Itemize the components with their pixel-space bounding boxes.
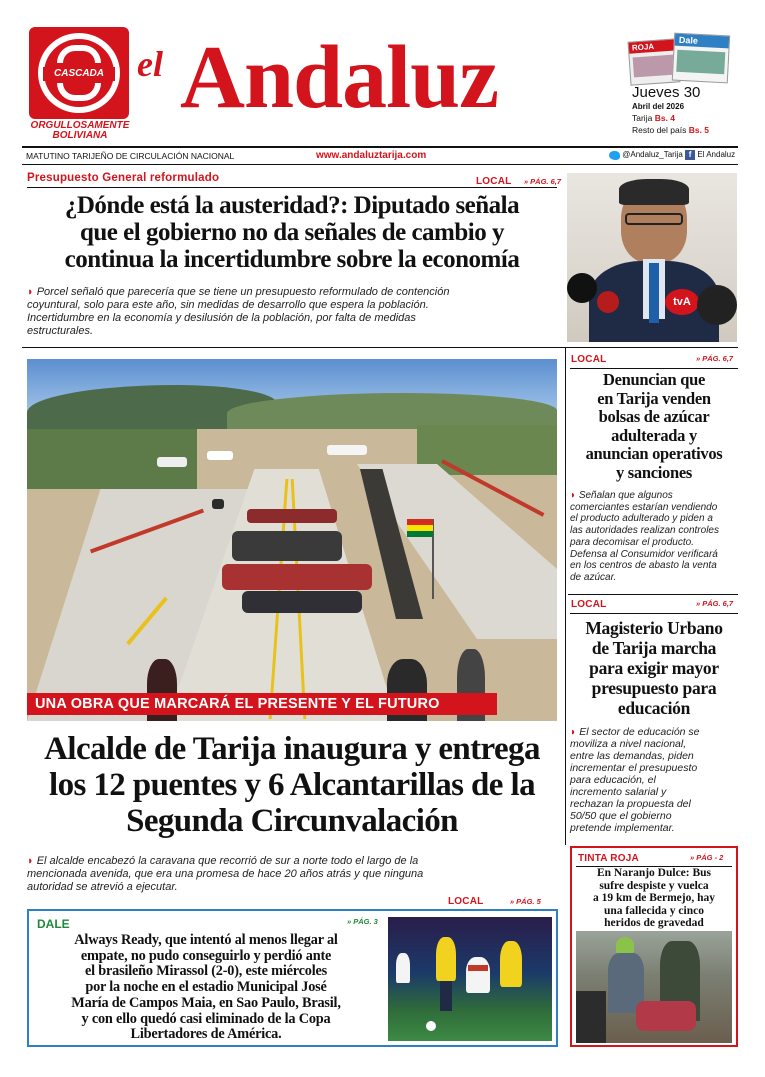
lead-kicker: Presupuesto General reformulado [27, 172, 220, 184]
dale-text: Always Ready, que intentó al menos llegar al empate, no pudo conseguirlo y perdió ante el brasileño Mirassol (2-0), este miércoles por la noche en el estadio Municipal José María de Campos Maia, en Sao Paulo, Brasil, y con ello quedó casi eliminado de la Copa Libertadores de América. [71, 932, 341, 1043]
mini-cover-roja: ROJA [629, 39, 678, 53]
side2-headline[interactable]: Magisterio Urbano de Tarija marcha para exigir mayor presupuesto para educación [585, 618, 723, 718]
dale-section: DALE [37, 917, 70, 931]
lead-section: LOCAL » PÁG. 6,7 [476, 176, 562, 187]
main-photo[interactable] [27, 359, 557, 721]
side1-summary: ◗ Señalan que algunos comerciantes estarían vendiendo el producto adulterado y piden a las autoridades realizan controles para decomisar el producto. Defensa al Consumidor verificará en los centros de abasto la venta de azúcar. [570, 490, 719, 583]
mini-covers[interactable] [629, 34, 729, 84]
dale-box[interactable] [27, 909, 558, 1047]
tinta-page: » PÁG - 2 [690, 853, 724, 862]
twitter-handle: @Andaluz_Tarija [622, 150, 683, 160]
side1-page: » PÁG. 6,7 [696, 354, 734, 363]
dale-page: » PÁG. 3 [347, 917, 378, 926]
deputy-photo[interactable] [567, 173, 737, 342]
tinta-section: TINTA ROJA [578, 853, 639, 864]
main-headline[interactable]: Alcalde de Tarija inaugura y entrega los 12 puentes y 6 Alcantarillas de la Segunda Circunvalación [44, 731, 540, 839]
main-summary: ◗ El alcalde encabezó la caravana que recorrió de sur a norte todo el largo de la mencionada avenida, que era una promesa de hace 20 años atrás y que ninguna autoridad se atrevió a ejecutar. [27, 855, 424, 893]
accident-photo[interactable] [576, 931, 732, 1043]
slogan: ORGULLOSAMENTE BOLIVIANA [30, 120, 130, 141]
tinta-roja-box[interactable] [570, 846, 738, 1047]
side-story-sugar[interactable] [570, 350, 740, 590]
lead-headline[interactable]: ¿Dónde está la austeridad?: Diputado señala que el gobierno no da señales de cambio y continua la incertidumbre sobre la economía [64, 192, 520, 273]
tv-mic-label: tvA [665, 289, 699, 315]
side2-summary: ◗ El sector de educación se moviliza a nivel nacional, entre las demandas, piden incrementar el presupuesto para educación, el incremento salarial y rechazan la propuesta del 50/50 que el gobierno pretende implementar. [570, 726, 700, 834]
main-photo-banner: UNA OBRA QUE MARCARÁ EL PRESENTE Y EL FUTURO [27, 693, 497, 715]
lead-summary: ◗ Porcel señaló que parecería que se tiene un presupuesto reformulado de contención coyuntural, solo para este año, sin medidas de desarrollo que espera la población. Incertidumbre en la economía y desilusión de la población, por falta de medidas estructurales. [27, 286, 450, 337]
title-prefix: el [137, 44, 163, 84]
social-links[interactable] [609, 150, 735, 160]
facebook-icon: f [685, 150, 695, 160]
masthead [0, 0, 765, 165]
twitter-icon [609, 151, 620, 160]
lead-story[interactable] [0, 166, 765, 346]
newspaper-title[interactable]: Andaluz [180, 28, 499, 127]
tagline: MATUTINO TARIJEÑO DE CIRCULACIÓN NACIONAL [26, 151, 235, 161]
price-local: Tarija Bs. 4 [632, 113, 676, 123]
main-section: LOCAL » PÁG. 5 [448, 896, 541, 907]
issue-date: Abril del 2026 [632, 102, 685, 111]
side2-page: » PÁG. 6,7 [696, 599, 734, 608]
facebook-handle: El Andaluz [697, 150, 736, 160]
price-rest: Resto del país Bs. 5 [632, 125, 710, 135]
mini-cover-dale: Dale [675, 34, 730, 49]
cascada-logo-text: CASCADA [43, 67, 115, 81]
tinta-headline[interactable]: En Naranjo Dulce: Bus sufre despiste y vuelca a 19 km de Bermejo, hay una fallecida y cinco heridos de gravedad [592, 867, 715, 930]
website-link[interactable]: www.andaluztarija.com [316, 150, 427, 161]
side2-section: LOCAL [571, 599, 607, 610]
side1-headline[interactable]: Denuncian que en Tarija venden bolsas de azúcar adulterada y anuncian operativos y sanciones [585, 370, 723, 482]
side1-section: LOCAL [571, 354, 607, 365]
issue-day: Jueves 30 [632, 84, 701, 101]
cascada-logo[interactable] [29, 27, 129, 119]
side-story-teachers[interactable] [570, 596, 740, 841]
football-photo[interactable] [388, 917, 552, 1041]
